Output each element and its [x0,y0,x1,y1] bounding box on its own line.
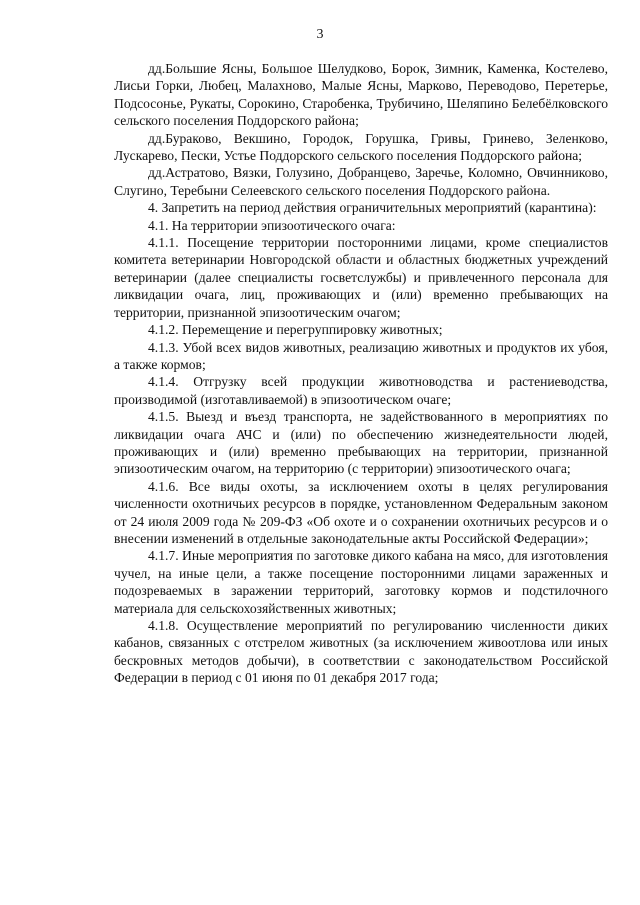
paragraph-item-4-1-3: 4.1.3. Убой всех видов животных, реализацию животных и продуктов их убоя, а также кормов; [114,339,608,372]
paragraph-villages-seleevo: дд.Астратово, Вязки, Голузино, Добранцево, Заречье, Коломно, Овчинниково, Слугино, Теребыни Селеевского сельского поселения Поддорского района. [114,165,608,198]
paragraph-villages-belebelka: дд.Большие Ясны, Большое Шелудково, Борок, Зимник, Каменка, Костелево, Лисьи Горки, Любец, Малахново, Малые Ясны, Марково, Переводово, Перетерье, Подсосонье, Рукаты, Сорокино, Старобенка, Трубичино, Шеляпино Белебёлковского сельского поселения Поддорского района; [114,61,608,129]
paragraph-item-4-1: 4.1. На территории эпизоотического очага: [148,217,396,233]
paragraph-item-4-1-2: 4.1.2. Перемещение и перегруппировку животных; [148,322,443,338]
paragraph-item-4-1-1: 4.1.1. Посещение территории посторонними лицами, кроме специалистов комитета ветеринарии Новгородской области и областных бюджетных учреждений ветеринарии (далее специалисты госветслужбы) и привлеченного персонала для ликвидации очага, лиц, проживающих и (или) временно пребывающих на территории, признанной эпизоотическим очагом; [114,235,608,320]
paragraph-item-4-1-4: 4.1.4. Отгрузку всей продукции животноводства и растениеводства, производимой (изготавливаемой) в эпизоотическом очаге; [114,374,608,407]
paragraph-item-4-1-6: 4.1.6. Все виды охоты, за исключением охоты в целях регулирования численности охотничьих ресурсов в порядке, установленном Федеральным законом от 24 июля 2009 года № 209-ФЗ «Об охоте и о сохранении охотничьих ресурсов и о внесении изменений в отдельные законодательные акты Российской Федерации»; [114,478,608,546]
paragraph-item-4-1-8: 4.1.8. Осуществление мероприятий по регулированию численности диких кабанов, связанных с отстрелом животных (за исключением живоотлова или иных бескровных методов добычи), в соответствии с законодательством Российской Федерации в период с 01 июня по 01 декабря 2017 года; [114,618,608,686]
document-body [114,60,608,687]
paragraph-villages-poddorye: дд.Бураково, Векшино, Городок, Горушка, Гривы, Гринево, Зеленково, Лускарево, Пески, Устье Поддорского сельского поселения Поддорского района; [114,130,608,164]
paragraph-item-4-1-7: 4.1.7. Иные мероприятия по заготовке дикого кабана на мясо, для изготовления чучел, на иные цели, а также посещение посторонними лицами зараженных и подозреваемых в заражении территорий, заготовку кормов и подстилочного материала для сельскохозяйственных животных; [114,548,608,616]
paragraph-item-4-1-5: 4.1.5. Выезд и въезд транспорта, не задействованного в мероприятиях по ликвидации очага АЧС и (или) по обеспечению жизнедеятельности людей, проживающих и (или) временно пребывающих на территории, признанной эпизоотическим очагом, на территорию (с территории) эпизоотического очага; [114,409,608,477]
paragraph-item-4: 4. Запретить на период действия ограничительных мероприятий (карантина): [148,200,597,216]
page-number: 3 [316,27,324,42]
